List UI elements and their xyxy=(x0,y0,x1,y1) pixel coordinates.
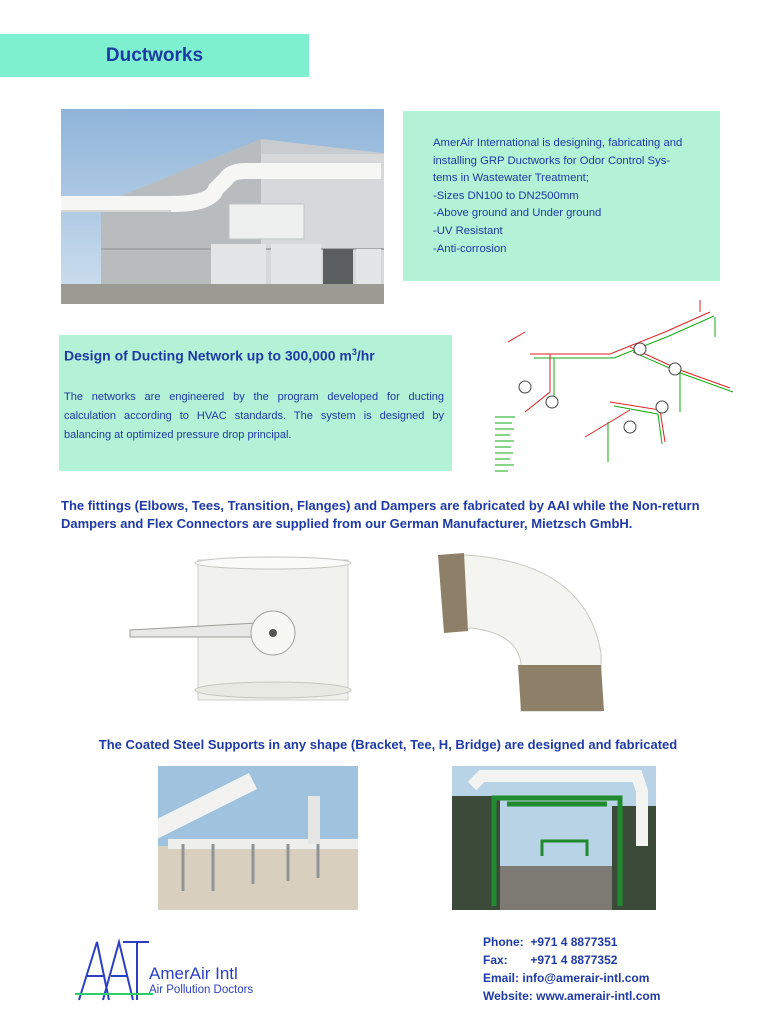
email-label: Email: xyxy=(483,971,520,985)
website-link[interactable]: www.amerair-intl.com xyxy=(536,989,661,1003)
brand-tagline: Air Pollution Doctors xyxy=(149,984,254,996)
fax-label: Fax: xyxy=(483,953,508,967)
email-link[interactable]: info@amerair-intl.com xyxy=(522,971,650,985)
design-box xyxy=(59,335,452,471)
website-row xyxy=(483,987,743,1005)
fittings-paragraph: The fittings (Elbows, Tees, Transition, Flanges) and Dampers are fabricated by AAI while the Non-return Dampers and Flex Connectors are supplied from our German Manufacturer, Mietzsch GmbH. xyxy=(61,498,700,531)
fax-value: +971 4 8877352 xyxy=(530,953,618,967)
intro-line: AmerAir International is designing, fabricating and xyxy=(433,137,683,149)
website-label: Website: xyxy=(483,989,533,1003)
intro-line: -Above ground and Under ground xyxy=(433,207,602,220)
intro-line: -Anti-corrosion xyxy=(433,242,507,255)
page-title: Ductworks xyxy=(105,45,204,66)
aai-monogram-icon xyxy=(75,938,153,1010)
intro-line: -UV Resistant xyxy=(433,224,503,237)
intro-box xyxy=(403,111,720,281)
design-heading-unit: /hr xyxy=(356,347,375,364)
building-duct-photo xyxy=(61,109,384,304)
phone-row xyxy=(483,933,743,951)
email-row xyxy=(483,969,743,987)
intro-line: -Sizes DN100 to DN2500mm xyxy=(433,189,579,202)
ducting-network-drawing xyxy=(490,292,740,480)
pipe-support-photo-right xyxy=(452,766,656,910)
design-body: The networks are engineered by the program developed for ducting calculation according to HVAC standards. The system is designed by balancing at optimized pressure drop principal. xyxy=(64,391,444,441)
damper-photo xyxy=(128,555,358,705)
intro-text xyxy=(433,135,708,258)
contact-block xyxy=(483,933,743,1005)
phone-label: Phone: xyxy=(483,935,524,949)
fax-row xyxy=(483,951,743,969)
phone-value[interactable]: +971 4 8877351 xyxy=(530,935,618,949)
pipe-support-photo-left xyxy=(158,766,358,910)
design-heading xyxy=(64,347,375,364)
intro-line: tems in Wastewater Treatment; xyxy=(433,172,589,185)
design-heading-text: Design of Ducting Network up to 300,000 m xyxy=(64,347,352,364)
supports-paragraph: The Coated Steel Supports in any shape (Bracket, Tee, H, Bridge) are designed and fabricated xyxy=(98,737,678,752)
design-heading-sup: 3 xyxy=(351,347,357,357)
amerair-logo xyxy=(75,938,285,1010)
elbow-photo xyxy=(436,553,606,713)
intro-line: installing GRP Ductworks for Odor Control Sys- xyxy=(433,154,671,167)
brand-name: AmerAir Intl xyxy=(149,964,238,983)
